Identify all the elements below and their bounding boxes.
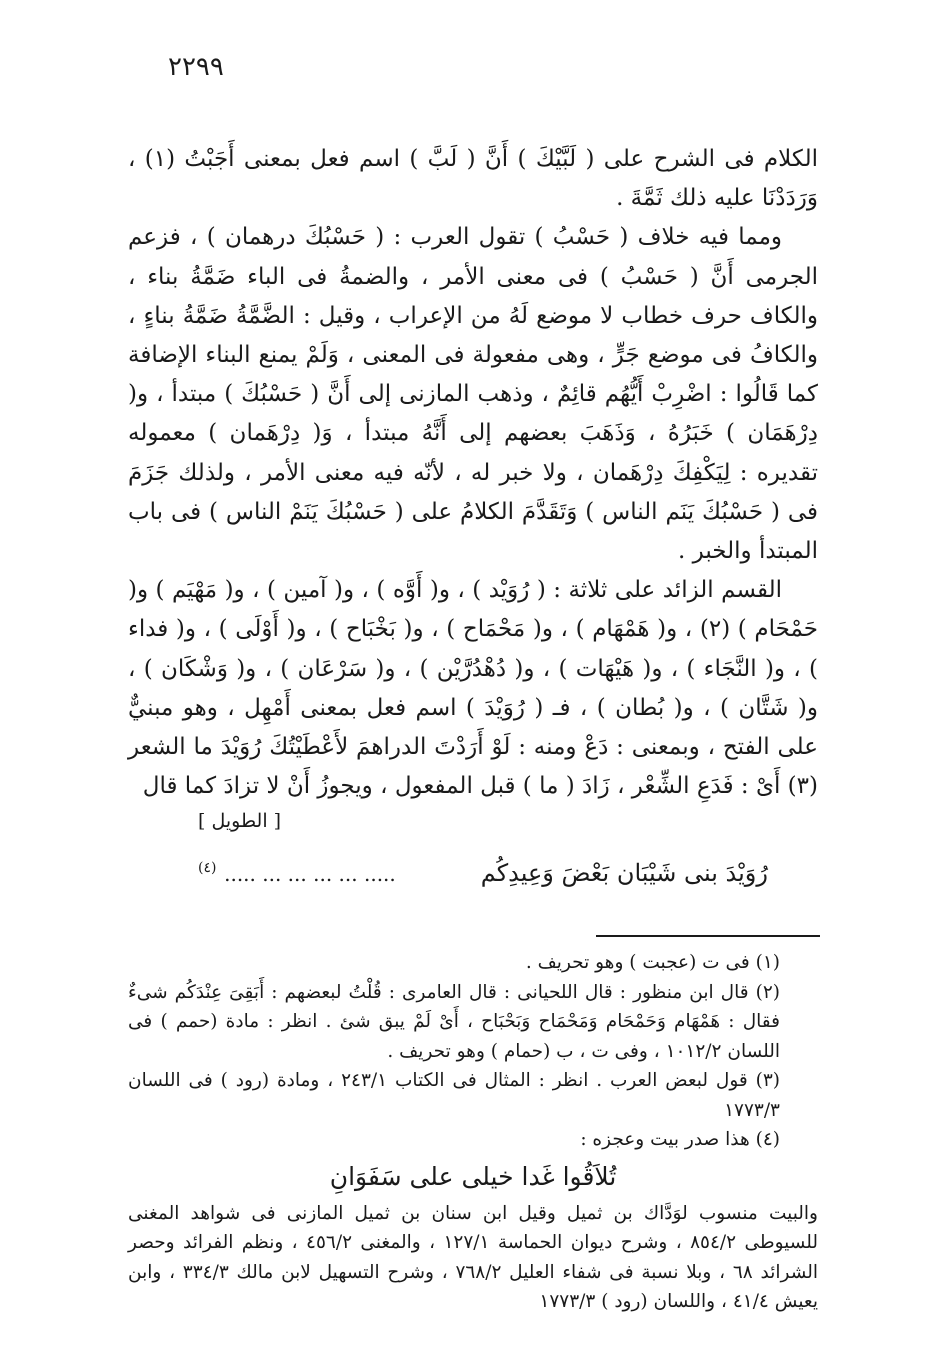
footnote-4: (٤) هذا صدر بيت وعجزه : [580,1129,780,1150]
footnote-1: (١) فى ت (عجبت ) وهو تحريف . [525,952,780,973]
footnote-3: (٣) قول لبعض العرب . انظر : المثال فى الكتاب ٢٤٣/١ ، ومادة (رود ) فى اللسان ١٧٧٣/٣ [128,1070,780,1121]
verse-line [128,848,818,894]
paragraph-2: ومما فيه خلاف ( حَسْبُ ) تقول العرب : ( حَسْبُكَ درهمان ) ، فزعم الجرمى أَنَّ ( حَسْبُ ) فى معنى الأمر ، والضمةُ فى الباء ضَمَّةُ بناء ، والكاف حرف خطاب لا موضع لَهُ من الإعراب ، وقيل : الضَّمَّةُ ضَمَّةُ بناءٍ ، والكافُ فى موضع جَرٍّ ، وهى مفعولة فى المعنى ، وَلَمْ يمنع البناء الإضافة كما قَالُوا : اضْرِبْ أَيُّهُم قائِمٌ ، وذهب المازنى إلى أَنَّ ( حَسْبُكَ ) مبتدأ ، و( دِرْهَمَان ) خَبَرُهُ ، وَذَهَبَ بعضهم إلى أَنَّهُ مبتدأ ، وَ( دِرْهَمان ) معموله تقديره : لِيَكْفِكَ دِرْهَمان ، ولا خبر له ، لأنّه فيه معنى الأمر ، ولذلك جَزَمَ فى ( حَسْبُكَ يَنَم الناس ) وَتَقَدَّمَ الكلامُ على ( حَسْبُكَ يَنَمْ الناس ) فى باب المبتدأ والخبر . [128,224,818,565]
footnote-4-sources: والبيت منسوب لوَدَّاك بن ثميل وقيل ابن سنان بن ثميل المازنى فى شواهد المغنى للسيوطى ٨٥٤/٢ ، وشرح ديوان الحماسة ١٢٧/١ ، والمغنى ٤٥٦/٢ ، ونظم الفرائد وحصر الشرائد ٦٨ ، وبلا نسبة فى شفاء العليل ٧٦٨/٢ ، وشرح التسهيل لابن مالك ٣٣٤/٣ ، وابن يعيش ٤١/٤ ، واللسان (رود ) ١٧٧٣/٣ [128,1202,818,1312]
verse-ellipsis: ..... ... ... ... ... ..... [224,862,396,887]
meter-label: [ الطويل ] [198,810,282,833]
footnote-divider [596,935,820,937]
verse-second-half [198,848,396,894]
page-number: ٢٢٩٩ [168,52,224,82]
main-text [128,140,818,894]
paragraph-1: الكلام فى الشرح على ( لَبَّيْكَ ) أَنَّ ( لَبَّ ) اسم فعل بمعنى أَجَبْتُ (١) ، وَرَدَدْنَا عليه ذلك ثَمَّةَ . [128,146,818,212]
footnote-hemistich: تُلاَقُوا غَدا خيلى على سَفَوَانِ [329,1161,617,1191]
verse-first-half: رُوَيْدَ بنى شَيْبَان بَعْضَ وَعِيدِكُم [480,859,768,888]
footnote-2: (٢) قال ابن منظور : قال اللحيانى : قال العامرى : قُلْتُ لبعضهم : أَبَقِىَ عِنْدَكُم شىءٌ فقال : هَمْهَام وَحَمْحَام وَمَحْمَاح وَبَحْبَاح ، أَىْ لَمْ يبق شئ . انظر : مادة (حمم ) فى اللسان ١٠١٢/٢ ، وفى ت ، ب (حمام ) وهو تحريف . [128,981,780,1062]
footnotes [128,948,818,1317]
paragraph-3: القسم الزائد على ثلاثة : ( رُوَيْد ) ، و( أَوَّه ) ، و( آمين ) ، و( مَهْيَم ) و( حَمْحَام ) (٢) ، و( هَمْهَام ) ، و( مَحْمَاح ) ، و( بَخْبَاح ) ، و( أَوْلَى ) ، و( فداء ) ، و( النَّجَاء ) ، و( هَيْهَات ) ، و( دُهْدُرَّيْن ) ، و( سَرْعَان ) ، و( وَشْكَان ) ، و( شَتَّان ) ، و( بُطان ) ، فـ ( رُوَيْدَ ) اسم فعل بمعنى أَمْهِل ، وهو مبنيٌّ على الفتح ، وبمعنى : دَعْ ومنه : لَوْ أَرَدْتَ الدراهمَ لأَعْطَيْتُكَ رُوَيْدَ ما الشعر (٣) أَىْ : فَدَعِ الشِّعْر ، زَادَ ( ما ) قبل المفعول ، ويجوزُ أَنْ لا تزادَ كما قال [128,577,818,800]
verse-footnote-ref: (٤) [198,860,217,877]
